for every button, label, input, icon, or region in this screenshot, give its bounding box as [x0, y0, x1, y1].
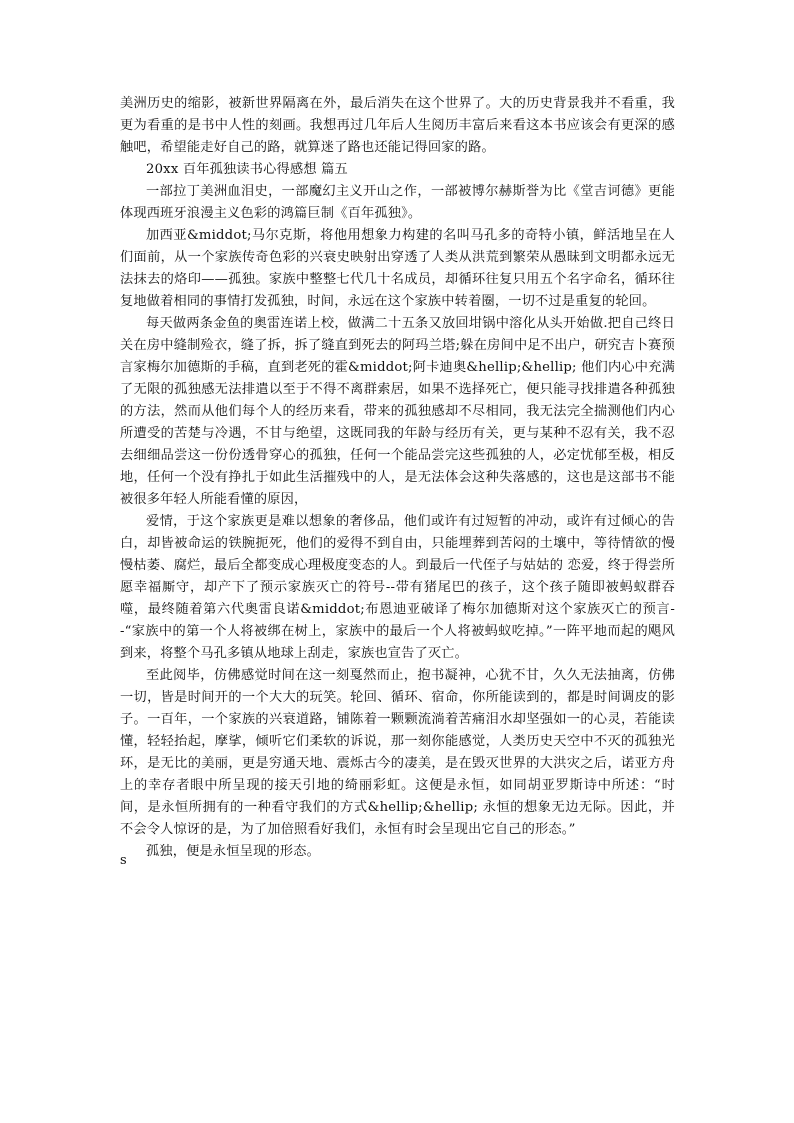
stray-mark: s [120, 853, 127, 868]
section-heading: 20xx 百年孤独读书心得感想 篇五 [146, 162, 348, 177]
paragraph-3: 加西亚&middot;马尔克斯，将他用想象力构建的名叫马孔多的奇特小镇，鲜活地呈在人们面前，从一个家族传奇色彩的兴衰史映射出穿透了人类从洪荒到繁荣从愚昧到文明都永远无法抹去的烙印——孤独。家族中整整七代几十名成员，却循环往复只用五个名字命名，循环往复地做着相同的事情打发孤独，时间，永远在这个家族中转着圈，一切不过是重复的轮回。 [120, 228, 675, 309]
paragraph-4: 每天做两条金鱼的奥雷连诺上校，做满二十五条又放回坩锅中溶化从头开始做.把自己终日关在房中缝制殓衣，缝了拆，拆了缝直到死去的阿玛兰塔;躲在房间中足不出户，研究吉卜赛预言家梅尔加德斯的手稿，直到老死的霍&middot;阿卡迪奥&hellip;&hellip; 他们内心中充满了无限的孤独感无法排遣以至于不得不离群索居，如果不选择死亡，便只能寻找排遣各种孤独的方法，然而从他们每个人的经历来看，带来的孤独感却不尽相同，我无法完全揣测他们内心所遭受的苦楚与冷遇，不甘与绝望，这既同我的年龄与经历有关，更与某种不忍有关，我不忍去细细品尝这一份份透骨穿心的孤独，任何一个能品尝完这些孤独的人，必定忧郁至极，相反地，任何一个没有挣扎于如此生活摧残中的人，是无法体会这种失落感的，这也是这部书不能被很多年轻人所能看懂的原因， [120, 316, 675, 507]
paragraph-1: 美洲历史的缩影，被新世界隔离在外，最后消失在这个世界了。大的历史背景我并不看重，我更为看重的是书中人性的刻画。我想再过几年后人生阅历丰富后来看这本书应该会有更深的感触吧，希望能走好自己的路，就算迷了路也还能记得回家的路。 [120, 96, 675, 155]
paragraph-7: 孤独，便是永恒呈现的形态。 [146, 844, 321, 859]
paragraph-5: 爱情，于这个家族更是难以想象的奢侈品，他们或许有过短暂的冲动，或许有过倾心的告白，却皆被命运的铁腕扼死，他们的爱得不到自由，只能埋葬到苦闷的土壤中，等待情欲的慢慢枯萎、腐烂，最后全都变成心理极度变态的人。到最后一代侄子与姑姑的 恋爱，终于得尝所愿幸福厮守，却产下了预示家族灭亡的符号--带有猪尾巴的孩子，这个孩子随即被蚂蚁群吞噬，最终随着第六代奥雷良诺&middot;布恩迪亚破译了梅尔加德斯对这个家族灭亡的预言--“家族中的第一个人将被绑在树上，家族中的最后一个人将被蚂蚁吃掉。”一阵平地而起的飓风到来，将整个马孔多镇从地球上刮走，家族也宣告了灭亡。 [120, 514, 675, 661]
paragraph-6: 至此阅毕，仿佛感觉时间在这一刻戛然而止，抱书凝神，心犹不甘，久久无法抽离，仿佛一切，皆是时间开的一个大大的玩笑。轮回、循环、宿命，你所能读到的，都是时间调皮的影子。一百年，一个家族的兴衰道路，铺陈着一颗颗流淌着苦痛泪水却坚强如一的心灵，若能读懂，轻轻抬起，摩挲，倾听它们柔软的诉说，那一刻你能感觉，人类历史天空中不灭的孤独光环，是无比的美丽，更是穷通天地、震烁古今的凄美，是在毁灭世界的大洪灾之后，诺亚方舟上的幸存者眼中所呈现的接天引地的绮丽彩虹。这便是永恒，如同胡亚罗斯诗中所述：“时间，是永恒所拥有的一种看守我们的方式&hellip;&hellip; 永恒的想象无边无际。因此，并不会令人惊讶的是，为了加倍照看好我们，永恒有时会呈现出它自己的形态。” [120, 668, 675, 837]
document-body [120, 93, 675, 863]
paragraph-2: 一部拉丁美洲血泪史，一部魔幻主义开山之作，一部被博尔赫斯誉为比《堂吉诃德》更能体现西班牙浪漫主义色彩的鸿篇巨制《百年孤独》。 [120, 184, 675, 221]
